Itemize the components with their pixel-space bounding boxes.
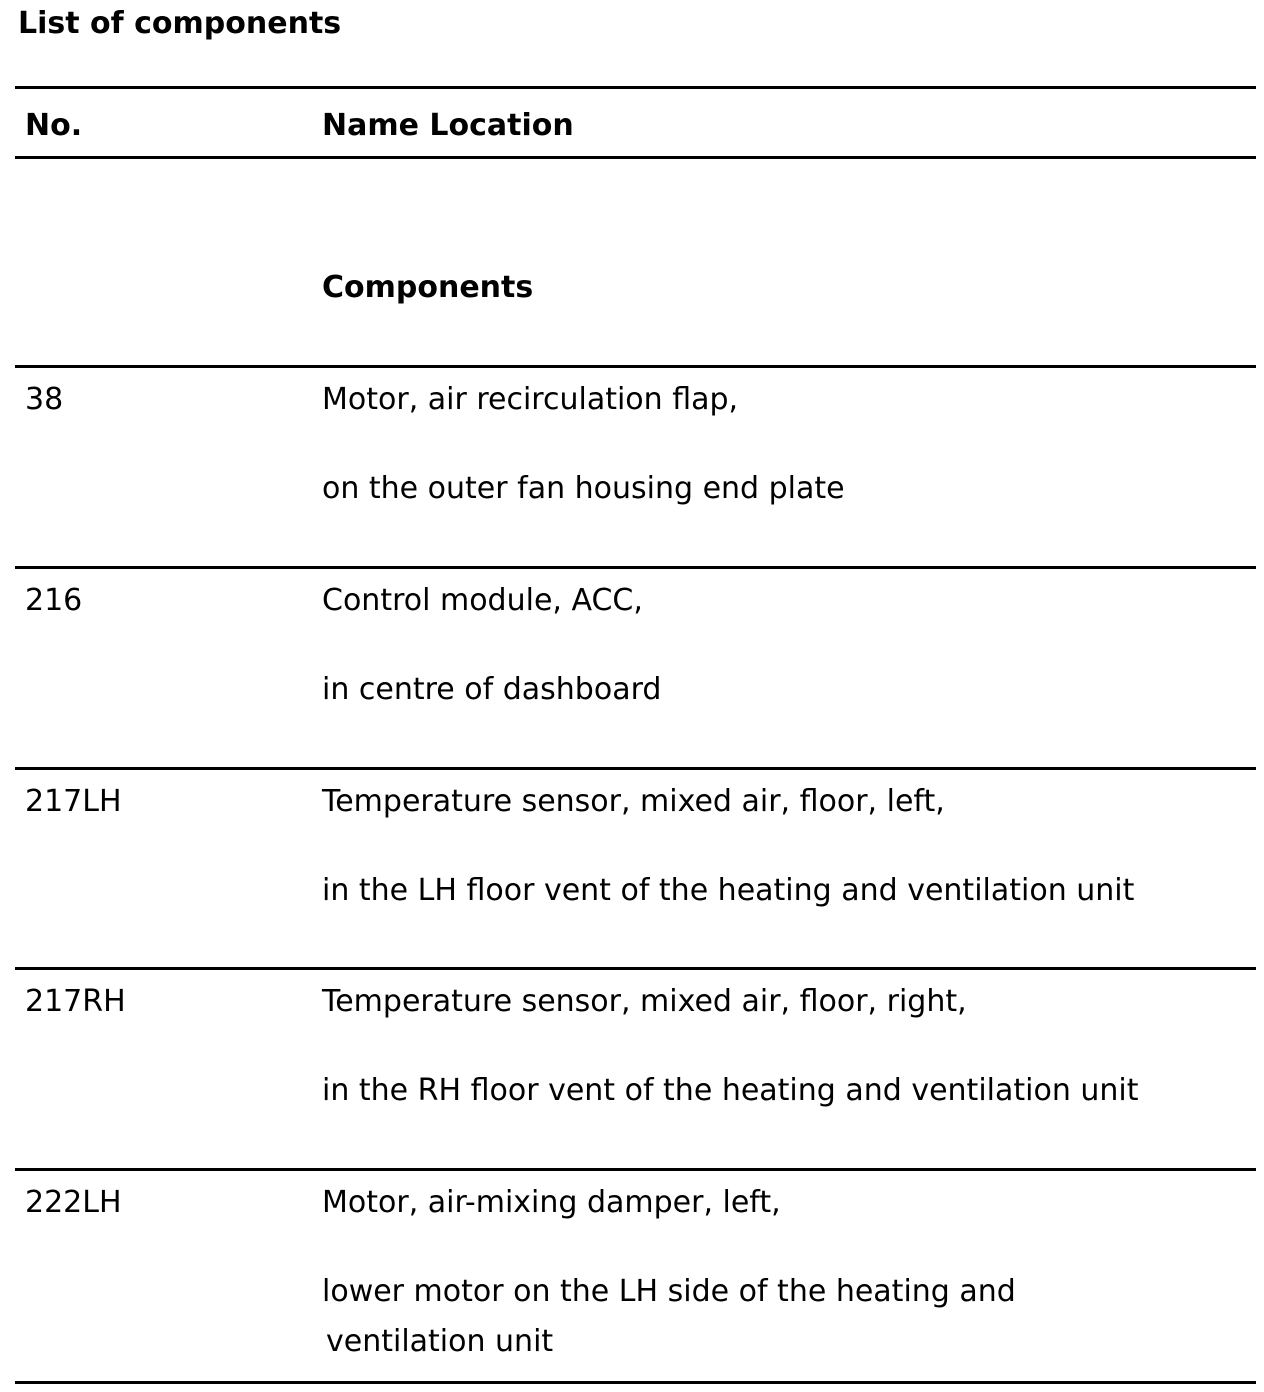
column-header-no: No. <box>25 108 83 143</box>
component-location: lower motor on the LH side of the heating and <box>322 1274 1016 1309</box>
component-number: 216 <box>25 583 83 618</box>
page-title: List of components <box>18 6 342 41</box>
component-location: in the LH floor vent of the heating and ventilation unit <box>322 873 1135 908</box>
component-number: 222LH <box>25 1185 122 1220</box>
row-divider <box>15 1168 1256 1171</box>
table-bottom-rule <box>15 1381 1256 1384</box>
component-number: 38 <box>25 382 64 417</box>
row-divider <box>15 365 1256 368</box>
component-name: Temperature sensor, mixed air, floor, left, <box>322 784 945 819</box>
column-header-name-location: Name Location <box>322 108 574 143</box>
component-name: Temperature sensor, mixed air, floor, right, <box>322 984 967 1019</box>
row-divider <box>15 767 1256 770</box>
component-location-continued: ventilation unit <box>326 1324 554 1359</box>
row-divider <box>15 566 1256 569</box>
component-location: in the RH floor vent of the heating and ventilation unit <box>322 1073 1139 1108</box>
component-name: Motor, air recirculation flap, <box>322 382 739 417</box>
row-divider <box>15 967 1256 970</box>
component-number: 217RH <box>25 984 126 1019</box>
header-bottom-rule <box>15 156 1256 159</box>
component-location: in centre of dashboard <box>322 672 662 707</box>
component-location: on the outer fan housing end plate <box>322 471 845 506</box>
section-heading: Components <box>322 270 534 305</box>
component-name: Control module, ACC, <box>322 583 643 618</box>
component-number: 217LH <box>25 784 122 819</box>
table-top-rule <box>15 86 1256 89</box>
component-name: Motor, air-mixing damper, left, <box>322 1185 781 1220</box>
